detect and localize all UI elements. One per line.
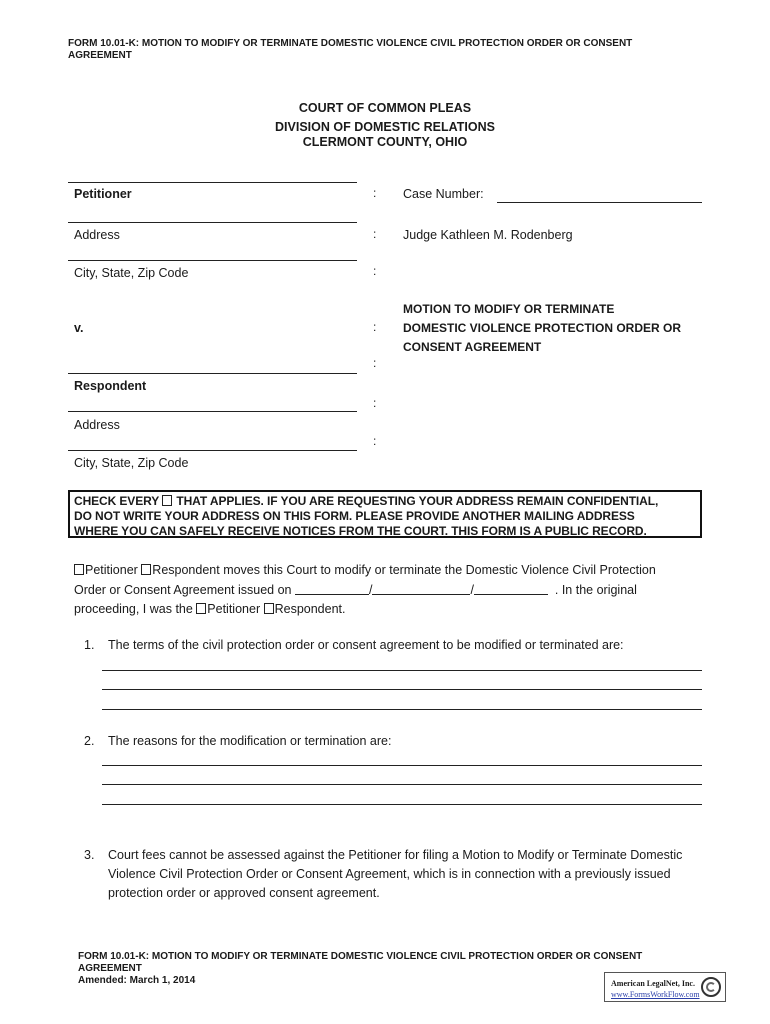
case-number-field[interactable] (497, 202, 702, 203)
item-text-line: Court fees cannot be assessed against the Petitioner for filing a Motion to Modify or Terminate Domestic (108, 848, 683, 862)
confidentiality-notice (68, 490, 702, 538)
judge-name: Judge Kathleen M. Rodenberg (403, 228, 573, 242)
item-text-line: Violence Civil Protection Order or Consent Agreement, which is in connection with a previously issued (108, 867, 671, 881)
item-number: 3. (84, 848, 95, 862)
issued-on-text: Order or Consent Agreement issued on (74, 582, 292, 597)
notice-line1 (74, 494, 696, 509)
petitioner-city-label: City, State, Zip Code (74, 266, 189, 280)
caption-colon: : (373, 396, 377, 410)
motion-title-line3: CONSENT AGREEMENT (403, 340, 542, 354)
motion-title-line1: MOTION TO MODIFY OR TERMINATE (403, 302, 615, 316)
day-field[interactable] (372, 582, 470, 595)
date-slash: / (368, 582, 373, 597)
logo-company-name: American LegalNet, Inc. (611, 979, 695, 988)
item-number: 1. (84, 638, 95, 652)
court-county: CLERMONT COUNTY, OHIO (302, 135, 468, 149)
caption-colon: : (373, 356, 377, 370)
item-text: The terms of the civil protection order or consent agreement to be modified or terminated are: (108, 638, 624, 652)
motion-title-line2: DOMESTIC VIOLENCE PROTECTION ORDER OR (403, 321, 682, 335)
notice-line2: DO NOT WRITE YOUR ADDRESS ON THIS FORM. PLEASE PROVIDE ANOTHER MAILING ADDRESS (74, 509, 635, 523)
year-field[interactable] (474, 582, 548, 595)
checkbox-icon (162, 495, 172, 506)
form-header-title (68, 38, 632, 62)
petitioner-option-label: Petitioner (85, 563, 138, 577)
caption-colon: : (373, 320, 377, 334)
paragraph-line3 (74, 600, 714, 620)
was-respondent-label: Respondent. (274, 602, 346, 616)
item-number: 2. (84, 734, 95, 748)
item-text: The reasons for the modification or termination are: (108, 734, 392, 748)
caption-colon: : (373, 227, 377, 241)
globe-icon (701, 977, 721, 997)
original-proceeding-text: . In the original (554, 582, 637, 597)
was-petitioner-label: Petitioner (207, 602, 261, 616)
paragraph-line1 (74, 561, 714, 581)
caption-colon: : (373, 264, 377, 278)
court-division: DIVISION OF DOMESTIC RELATIONS (275, 120, 495, 134)
court-name: COURT OF COMMON PLEAS (298, 101, 472, 115)
answer-line[interactable] (102, 804, 702, 805)
month-field[interactable] (295, 582, 369, 595)
respondent-checkbox[interactable] (141, 564, 151, 575)
footer-title-line1: FORM 10.01-K: MOTION TO MODIFY OR TERMINATE DOMESTIC VIOLENCE CIVIL PROTECTION ORDER OR CONSENT (78, 951, 643, 962)
item-text-line: protection order or approved consent agreement. (108, 886, 380, 900)
petitioner-address-label: Address (74, 228, 120, 242)
versus-label: v. (74, 321, 84, 335)
answer-line[interactable] (102, 784, 702, 785)
respondent-city-label: City, State, Zip Code (74, 456, 189, 470)
respondent-label: Respondent (74, 379, 147, 393)
item-text (108, 846, 708, 903)
amended-date: Amended: March 1, 2014 (78, 975, 196, 986)
proceeding-text: proceeding, I was the (74, 602, 197, 616)
answer-line[interactable] (102, 670, 702, 671)
respondent-name-line[interactable] (68, 373, 357, 374)
moves-text: moves this Court to modify or terminate the Domestic Violence Civil Protection (219, 563, 656, 577)
respondent-option-label: Respondent (152, 563, 220, 577)
form-header-line1: FORM 10.01-K: MOTION TO MODIFY OR TERMINATE DOMESTIC VIOLENCE CIVIL PROTECTION ORDER OR CONSENT (68, 38, 633, 49)
petitioner-checkbox[interactable] (74, 564, 84, 575)
answer-line[interactable] (102, 689, 702, 690)
form-footer (78, 951, 642, 987)
logo-url-link[interactable]: www.FormsWorkFlow.com (611, 990, 700, 999)
petitioner-address-line[interactable] (68, 222, 357, 223)
petitioner-name-line[interactable] (68, 182, 357, 183)
respondent-address-line[interactable] (68, 411, 357, 412)
respondent-address-label: Address (74, 418, 120, 432)
caption-colon: : (373, 434, 377, 448)
answer-line[interactable] (102, 709, 702, 710)
answer-line[interactable] (102, 765, 702, 766)
petitioner-label: Petitioner (74, 187, 132, 201)
paragraph-line2 (74, 581, 714, 601)
case-number-label: Case Number: (403, 187, 484, 201)
notice-line3: WHERE YOU CAN SAFELY RECEIVE NOTICES FROM THE COURT. THIS FORM IS A PUBLIC RECORD. (74, 524, 647, 538)
motion-paragraph (74, 561, 714, 620)
respondent-city-line[interactable] (68, 450, 357, 451)
notice-text: THAT APPLIES. IF YOU ARE REQUESTING YOUR ADDRESS REMAIN CONFIDENTIAL, (173, 494, 659, 508)
date-slash: / (470, 582, 474, 597)
form-header-line2: AGREEMENT (68, 50, 132, 61)
was-respondent-checkbox[interactable] (264, 603, 274, 614)
notice-text: CHECK EVERY (74, 494, 163, 508)
petitioner-city-line[interactable] (68, 260, 357, 261)
caption-colon: : (373, 186, 377, 200)
legalnet-logo (604, 972, 726, 1002)
was-petitioner-checkbox[interactable] (196, 603, 206, 614)
footer-title-line2: AGREEMENT (78, 963, 142, 974)
